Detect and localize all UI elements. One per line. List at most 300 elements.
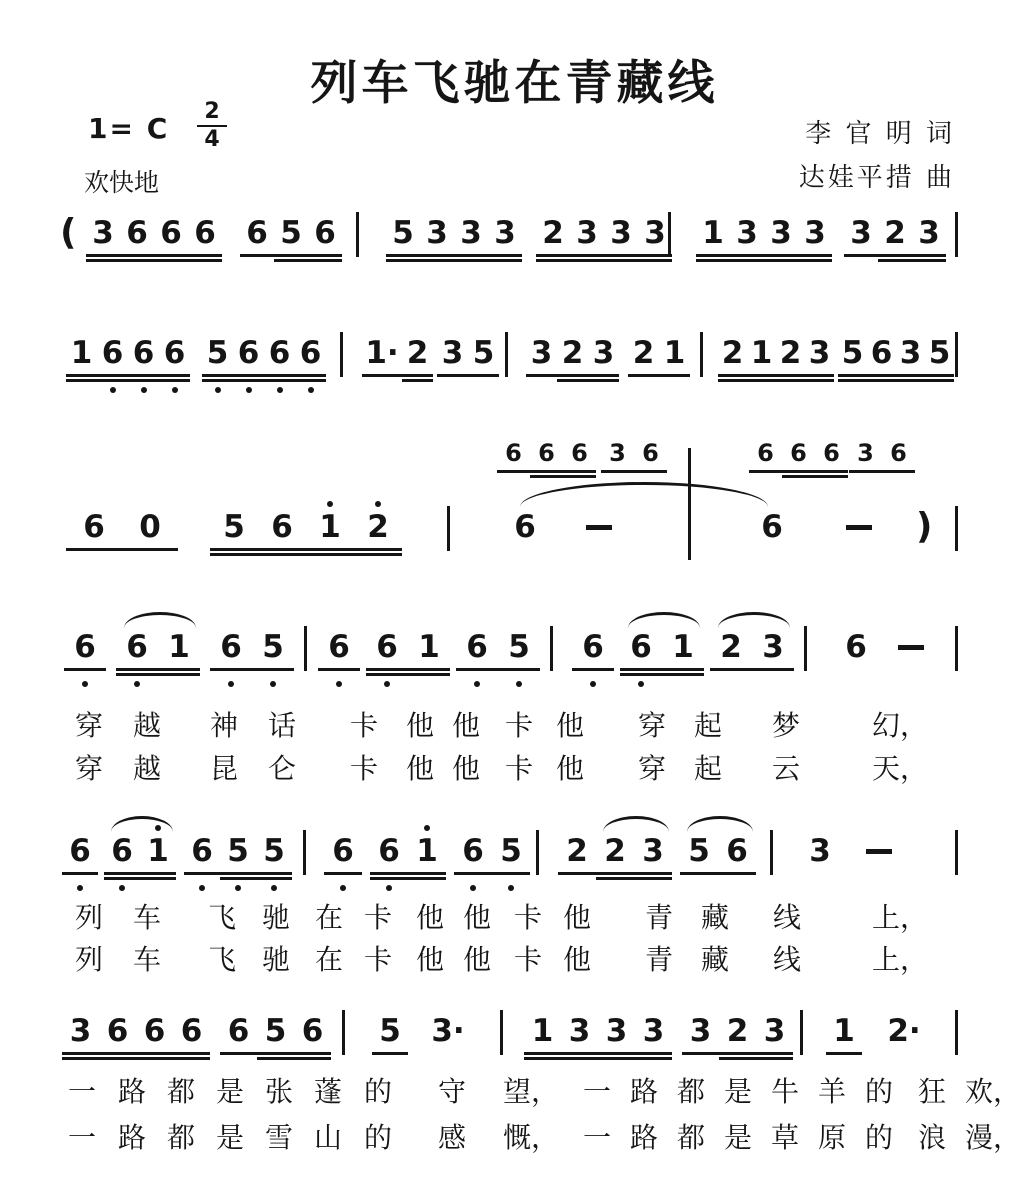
slur xyxy=(111,816,173,832)
note xyxy=(730,216,764,250)
lyric-char: 是 xyxy=(724,1121,753,1154)
octave-dot-low xyxy=(470,885,476,891)
note-digit: 6 xyxy=(299,335,322,371)
note xyxy=(498,630,540,664)
underline xyxy=(120,254,154,257)
note xyxy=(836,630,876,664)
underline xyxy=(256,877,292,880)
underline xyxy=(912,259,946,262)
lyric-char: 卡 xyxy=(505,752,534,785)
lyric-char: 穿 xyxy=(638,752,667,785)
underline xyxy=(805,379,834,382)
lyric-char: 穿 xyxy=(75,752,104,785)
note xyxy=(437,336,468,370)
underline xyxy=(136,1052,173,1055)
lyric-char: 他 xyxy=(406,752,435,785)
lyric-char: 一 xyxy=(68,1121,97,1154)
underline xyxy=(596,877,634,880)
underline xyxy=(66,548,122,551)
barline xyxy=(550,626,553,671)
lyric-char: 原 xyxy=(818,1121,847,1154)
note xyxy=(749,440,782,467)
octave-dot-low xyxy=(110,387,116,393)
underline xyxy=(140,872,176,875)
barline xyxy=(342,1010,345,1055)
note-digit: 3 xyxy=(92,215,114,251)
octave-dot-low xyxy=(172,387,178,393)
underline xyxy=(730,254,764,257)
lyric-char: 穿 xyxy=(638,709,667,742)
lyric-char: 一 xyxy=(583,1075,612,1108)
note-digit: 1 xyxy=(147,833,169,869)
octave-dot-low xyxy=(271,885,277,891)
lyric-char: 山 xyxy=(314,1121,343,1154)
lyric-char: 卡 xyxy=(514,943,543,976)
note-digit: 2 xyxy=(604,833,626,869)
note xyxy=(572,630,614,664)
note-digit: 1 xyxy=(531,1013,554,1049)
note xyxy=(159,336,190,370)
note xyxy=(896,336,925,370)
underline xyxy=(158,673,200,676)
underline xyxy=(372,1052,408,1055)
held-note-dash xyxy=(586,525,612,530)
underline xyxy=(561,1052,598,1055)
note xyxy=(318,630,360,664)
note xyxy=(233,336,264,370)
note-digit: 2 xyxy=(632,335,655,371)
octave-dot-low xyxy=(228,681,234,687)
barline xyxy=(800,1010,803,1055)
note xyxy=(752,630,794,664)
credits xyxy=(799,112,955,200)
underline xyxy=(97,374,128,377)
note-digit: 5 xyxy=(280,215,302,251)
octave-dot-high xyxy=(424,825,430,831)
lyric-char: 都 xyxy=(677,1121,706,1154)
note-digit: 6 xyxy=(74,629,96,665)
note-digit: 6 xyxy=(466,629,488,665)
underline xyxy=(62,1052,99,1055)
underline xyxy=(274,254,308,257)
lyric-row-2 xyxy=(0,747,1029,783)
lyric-char: 他 xyxy=(452,709,481,742)
note xyxy=(662,630,704,664)
underline xyxy=(354,553,402,556)
octave-dot-low xyxy=(82,681,88,687)
underline xyxy=(764,254,798,257)
lyric-char: 狂 xyxy=(918,1075,947,1108)
underline xyxy=(257,1052,294,1055)
note-digit: 6 xyxy=(823,439,840,467)
lyric-char: 他 xyxy=(463,943,492,976)
note xyxy=(62,834,98,868)
note xyxy=(505,510,545,544)
note xyxy=(116,630,158,664)
lyric-char: 是 xyxy=(216,1075,245,1108)
underline xyxy=(526,374,557,377)
underline xyxy=(468,374,499,377)
note-digit: 2 xyxy=(367,509,389,545)
note xyxy=(408,834,446,868)
note xyxy=(776,336,805,370)
underline xyxy=(596,872,634,875)
note-digit: 6 xyxy=(132,335,155,371)
underline xyxy=(354,548,402,551)
underline xyxy=(747,379,776,382)
underline xyxy=(536,254,570,257)
note xyxy=(456,630,498,664)
note xyxy=(497,440,530,467)
note-digit: 3 xyxy=(530,335,553,371)
note-digit: 2 xyxy=(406,335,429,371)
note xyxy=(601,440,634,467)
underline xyxy=(601,470,634,473)
note xyxy=(764,216,798,250)
note-digit: 6 xyxy=(227,1013,250,1049)
lyric-char: 卡 xyxy=(350,709,379,742)
underline xyxy=(912,254,946,257)
note xyxy=(718,336,747,370)
barline xyxy=(955,626,958,671)
underline xyxy=(776,374,805,377)
note xyxy=(696,216,730,250)
note xyxy=(719,1014,756,1048)
lyric-char: 车 xyxy=(133,943,162,976)
note-digit: 5 xyxy=(472,335,495,371)
note xyxy=(588,336,619,370)
lyric-char: 是 xyxy=(724,1075,753,1108)
note-digit: 5 xyxy=(206,335,229,371)
underline xyxy=(524,1057,561,1060)
underline xyxy=(776,379,805,382)
lyric-char: 越 xyxy=(133,752,162,785)
note xyxy=(295,336,326,370)
music-line-5 xyxy=(0,834,1029,904)
underline xyxy=(454,872,492,875)
octave-dot-low xyxy=(516,681,522,687)
note xyxy=(306,510,354,544)
note-digit: 5 xyxy=(263,833,285,869)
barline xyxy=(804,626,807,671)
note xyxy=(362,336,402,370)
lyric-char: 他 xyxy=(556,709,585,742)
note xyxy=(104,834,140,868)
note xyxy=(120,216,154,250)
underline xyxy=(798,254,832,257)
barline xyxy=(303,830,306,875)
lyric-char: 漫， xyxy=(965,1121,1022,1154)
underline xyxy=(805,374,834,377)
underline xyxy=(598,1057,635,1060)
lyric-char: 越 xyxy=(133,709,162,742)
note xyxy=(826,1014,862,1048)
lyric-char: 感 xyxy=(438,1121,467,1154)
note-digit: 3 xyxy=(426,215,448,251)
note xyxy=(710,630,752,664)
note xyxy=(252,630,294,664)
note xyxy=(220,1014,257,1048)
underline xyxy=(210,548,258,551)
underline xyxy=(782,470,815,473)
lyric-row-5 xyxy=(0,1070,1029,1106)
octave-dot-low xyxy=(474,681,480,687)
note-digit: 3 xyxy=(592,335,615,371)
underline xyxy=(306,548,354,551)
note xyxy=(925,336,954,370)
lyric-char: 车 xyxy=(133,901,162,934)
music-line-3 xyxy=(0,506,1029,580)
barline xyxy=(505,332,508,377)
slur xyxy=(628,612,700,628)
underline xyxy=(264,379,295,382)
underline xyxy=(718,374,747,377)
octave-dot-low xyxy=(141,387,147,393)
time-signature-numerator: 2 xyxy=(197,100,227,127)
barline xyxy=(536,830,539,875)
underline xyxy=(202,379,233,382)
note-digit: 6 xyxy=(790,439,807,467)
underline xyxy=(925,379,954,382)
note-digit: 6 xyxy=(514,509,536,545)
note-digit: 6 xyxy=(845,629,867,665)
lyric-char: 驰 xyxy=(262,943,291,976)
held-note-dash xyxy=(866,849,892,854)
note-digit: 2 xyxy=(720,629,742,665)
note-digit: 3 xyxy=(763,1013,786,1049)
barline xyxy=(955,332,958,377)
underline xyxy=(620,668,662,671)
note-digit: 5 xyxy=(928,335,951,371)
underline xyxy=(420,259,454,262)
note xyxy=(454,834,492,868)
note xyxy=(264,336,295,370)
underline xyxy=(557,379,588,382)
octave-dot-low xyxy=(77,885,83,891)
underline xyxy=(408,668,450,671)
lyric-char: 藏 xyxy=(701,943,730,976)
underline xyxy=(402,374,433,377)
note-digit: 3 xyxy=(441,335,464,371)
note xyxy=(188,216,222,250)
underline xyxy=(220,1052,257,1055)
lyric-char: 飞 xyxy=(208,901,237,934)
note-digit: 2 xyxy=(726,1013,749,1049)
note xyxy=(366,630,408,664)
lyric-char: 梦 xyxy=(772,709,801,742)
note xyxy=(838,336,867,370)
note-digit: 5 xyxy=(500,833,522,869)
underline xyxy=(756,1052,793,1055)
underline xyxy=(366,668,408,671)
underline xyxy=(530,470,563,473)
lyric-char: 的 xyxy=(865,1121,894,1154)
note-digit: 6 xyxy=(642,439,659,467)
underline xyxy=(408,877,446,880)
underline xyxy=(638,254,672,257)
underline xyxy=(294,1057,331,1060)
note-digit: 5 xyxy=(392,215,414,251)
note xyxy=(752,510,792,544)
underline xyxy=(696,259,730,262)
lyric-char: 线 xyxy=(773,901,802,934)
note xyxy=(620,630,662,664)
note-digit: 6 xyxy=(237,335,260,371)
note xyxy=(596,834,634,868)
note-digit: 2 xyxy=(542,215,564,251)
barline xyxy=(955,830,958,875)
underline xyxy=(420,254,454,257)
note xyxy=(454,216,488,250)
note-digit: 6 xyxy=(301,1013,324,1049)
lyric-char: 牛 xyxy=(771,1075,800,1108)
note xyxy=(488,216,522,250)
underline xyxy=(570,259,604,262)
note-digit: 3 xyxy=(762,629,784,665)
underline xyxy=(295,374,326,377)
octave-dot-high xyxy=(327,501,333,507)
lyric-char: 蓬 xyxy=(314,1075,343,1108)
note-digit: 3 xyxy=(642,1013,665,1049)
slur xyxy=(718,612,790,628)
underline xyxy=(838,374,867,377)
underline xyxy=(826,1052,862,1055)
note xyxy=(240,216,274,250)
underline xyxy=(524,1052,561,1055)
note xyxy=(747,336,776,370)
octave-dot-low xyxy=(340,885,346,891)
underline xyxy=(128,374,159,377)
note xyxy=(86,216,120,250)
lyric-char: 青 xyxy=(645,901,674,934)
underline xyxy=(258,548,306,551)
parenthesis: ) xyxy=(916,506,933,547)
note-digit: 2 xyxy=(561,335,584,371)
note-digit: 6 xyxy=(191,833,213,869)
note xyxy=(878,216,912,250)
note-digit: 3 xyxy=(494,215,516,251)
note xyxy=(635,1014,672,1048)
note-digit: 5 xyxy=(688,833,710,869)
note-digit: 3 xyxy=(568,1013,591,1049)
note xyxy=(256,834,292,868)
underline xyxy=(838,379,867,382)
note-digit: 1 xyxy=(416,833,438,869)
lyric-char: 他 xyxy=(463,901,492,934)
parenthesis: ( xyxy=(60,212,77,253)
lyric-char: 在 xyxy=(315,901,344,934)
underline xyxy=(86,254,120,257)
note xyxy=(386,216,420,250)
note-digit: 6 xyxy=(462,833,484,869)
underline xyxy=(878,259,912,262)
barline xyxy=(955,1010,958,1055)
lyric-char: 藏 xyxy=(701,901,730,934)
note xyxy=(536,216,570,250)
note xyxy=(570,216,604,250)
underline xyxy=(252,668,294,671)
underline xyxy=(638,259,672,262)
lyric-char: 路 xyxy=(118,1121,147,1154)
lyric-char: 守 xyxy=(438,1075,467,1108)
lyric-char: 都 xyxy=(167,1075,196,1108)
note xyxy=(274,216,308,250)
note-digit: 6 xyxy=(328,629,350,665)
note xyxy=(718,834,756,868)
underline xyxy=(764,259,798,262)
note xyxy=(258,510,306,544)
time-signature xyxy=(197,100,227,152)
underline xyxy=(210,668,252,671)
note-digit: 3 xyxy=(736,215,758,251)
note-digit: 6 xyxy=(505,439,522,467)
lyric-char: 路 xyxy=(630,1121,659,1154)
note-digit: 6 xyxy=(220,629,242,665)
lyric-char: 云 xyxy=(772,752,801,785)
underline xyxy=(66,374,97,377)
note-digit: 3 xyxy=(69,1013,92,1049)
lyric-char: 卡 xyxy=(350,752,379,785)
underline xyxy=(492,872,530,875)
note xyxy=(210,630,252,664)
underline xyxy=(867,374,896,377)
lyric-char: 列 xyxy=(75,901,104,934)
underline xyxy=(634,470,667,473)
key-signature: 1= C xyxy=(88,112,170,145)
barline xyxy=(340,332,343,377)
underline xyxy=(682,1052,719,1055)
note-digit: 3 xyxy=(609,439,626,467)
note-digit: 6 xyxy=(268,335,291,371)
note-digit: 5 xyxy=(264,1013,287,1049)
underline xyxy=(456,668,498,671)
note-digit: 6 xyxy=(376,629,398,665)
underline xyxy=(128,379,159,382)
underline xyxy=(402,379,433,382)
note-digit: 6 xyxy=(271,509,293,545)
note-digit: 6 xyxy=(890,439,907,467)
note-digit: 2 xyxy=(884,215,906,251)
note-digit: 6 xyxy=(106,1013,129,1049)
song-title: 列车飞驰在青藏线 xyxy=(310,56,719,111)
lyric-char: 欢， xyxy=(965,1075,1022,1108)
underline xyxy=(408,673,450,676)
note xyxy=(140,834,176,868)
lyric-char: 他 xyxy=(556,752,585,785)
underline xyxy=(188,254,222,257)
lyric-char: 他 xyxy=(452,752,481,785)
octave-dot-low xyxy=(246,387,252,393)
note xyxy=(659,336,690,370)
note-digit: 6 xyxy=(246,215,268,251)
lyric-char: 飞 xyxy=(208,943,237,976)
underline xyxy=(454,259,488,262)
underline xyxy=(557,374,588,377)
underline xyxy=(570,254,604,257)
underline xyxy=(719,1057,756,1060)
note-digit: 1· xyxy=(365,335,399,371)
note-digit: 6 xyxy=(180,1013,203,1049)
note-digit: 3 xyxy=(808,335,831,371)
note xyxy=(354,510,402,544)
underline xyxy=(140,877,176,880)
octave-dot-low xyxy=(508,885,514,891)
composer-credit: 达娃平措 曲 xyxy=(798,163,955,193)
lyric-char: 起 xyxy=(694,709,723,742)
lyric-char: 在 xyxy=(315,943,344,976)
note-digit: 3· xyxy=(431,1013,465,1049)
note-digit: 3 xyxy=(809,833,831,869)
